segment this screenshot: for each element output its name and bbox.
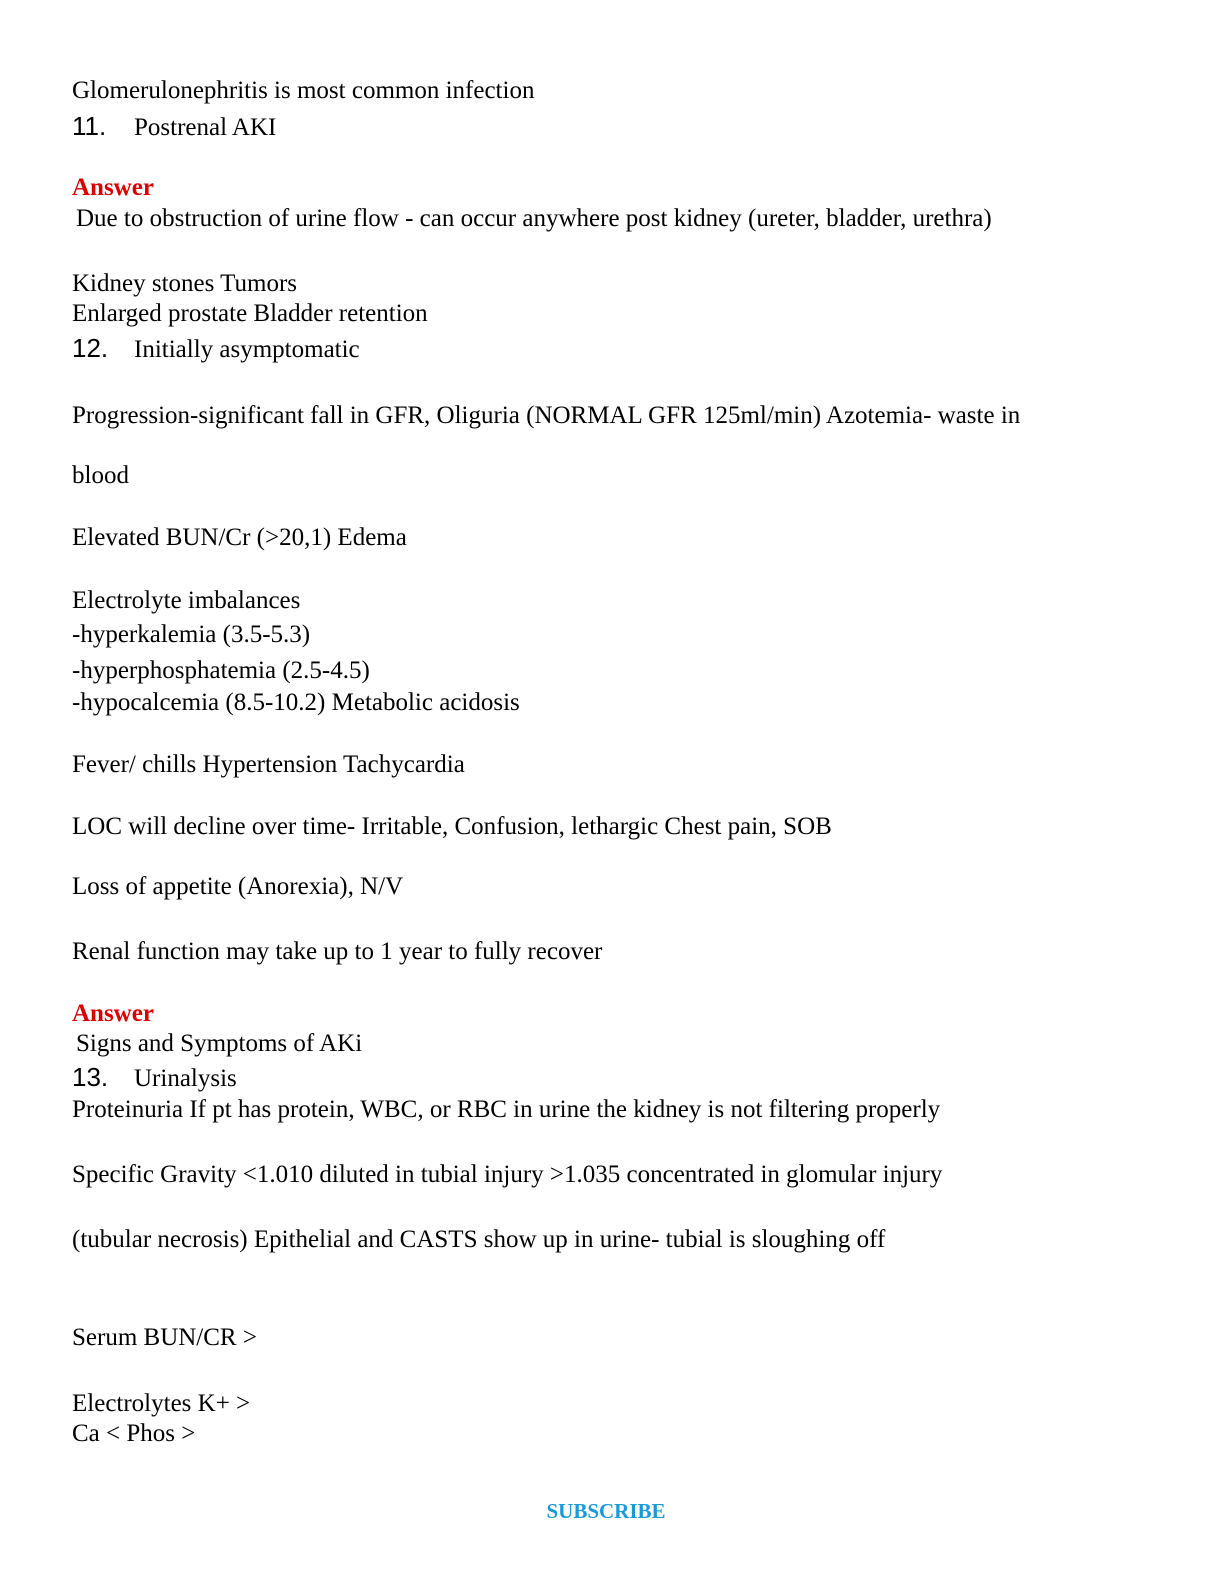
question-text: Postrenal AKI (134, 114, 277, 141)
text-line: Electrolyte imbalances (72, 587, 301, 614)
question-11 (72, 111, 276, 143)
question-text: Urinalysis (134, 1065, 237, 1092)
text-line: Ca < Phos > (72, 1420, 196, 1447)
text-line: -hyperkalemia (3.5-5.3) (72, 621, 311, 648)
answer-text: Signs and Symptoms of AKi (76, 1030, 363, 1057)
question-number: 11. (72, 111, 107, 141)
text-line: blood (72, 462, 129, 489)
text-line: (tubular necrosis) Epithelial and CASTS show up in urine- tubial is sloughing off (72, 1226, 886, 1253)
text-line: Progression-significant fall in GFR, Oliguria (NORMAL GFR 125ml/min) Azotemia- waste in (72, 402, 1021, 429)
answer-text: Due to obstruction of urine flow - can occur anywhere post kidney (ureter, bladder, urethra) (76, 205, 992, 232)
text-line: Enlarged prostate Bladder retention (72, 300, 428, 327)
text-line: Glomerulonephritis is most common infection (72, 77, 535, 104)
text-line: Serum BUN/CR > (72, 1324, 257, 1351)
question-12 (72, 333, 360, 365)
answer-label: Answer (72, 1000, 154, 1027)
question-text: Initially asymptomatic (134, 336, 360, 363)
text-line: Loss of appetite (Anorexia), N/V (72, 873, 404, 900)
question-number: 13. (72, 1062, 109, 1092)
text-line: -hypocalcemia (8.5-10.2) Metabolic acidosis (72, 689, 520, 716)
text-line: Specific Gravity <1.010 diluted in tubial injury >1.035 concentrated in glomular injury (72, 1161, 943, 1188)
text-line: Renal function may take up to 1 year to fully recover (72, 938, 603, 965)
text-line: Fever/ chills Hypertension Tachycardia (72, 751, 465, 778)
text-line: Elevated BUN/Cr (>20,1) Edema (72, 524, 407, 551)
text-line: LOC will decline over time- Irritable, Confusion, lethargic Chest pain, SOB (72, 813, 832, 840)
subscribe-link[interactable]: SUBSCRIBE (546, 1499, 666, 1523)
answer-label: Answer (72, 174, 154, 201)
question-13 (72, 1062, 237, 1094)
question-number: 12. (72, 333, 109, 363)
text-line: -hyperphosphatemia (2.5-4.5) (72, 657, 370, 684)
text-line: Electrolytes K+ > (72, 1390, 251, 1417)
text-line: Proteinuria If pt has protein, WBC, or RBC in urine the kidney is not filtering properly (72, 1096, 941, 1123)
text-line: Kidney stones Tumors (72, 270, 298, 297)
